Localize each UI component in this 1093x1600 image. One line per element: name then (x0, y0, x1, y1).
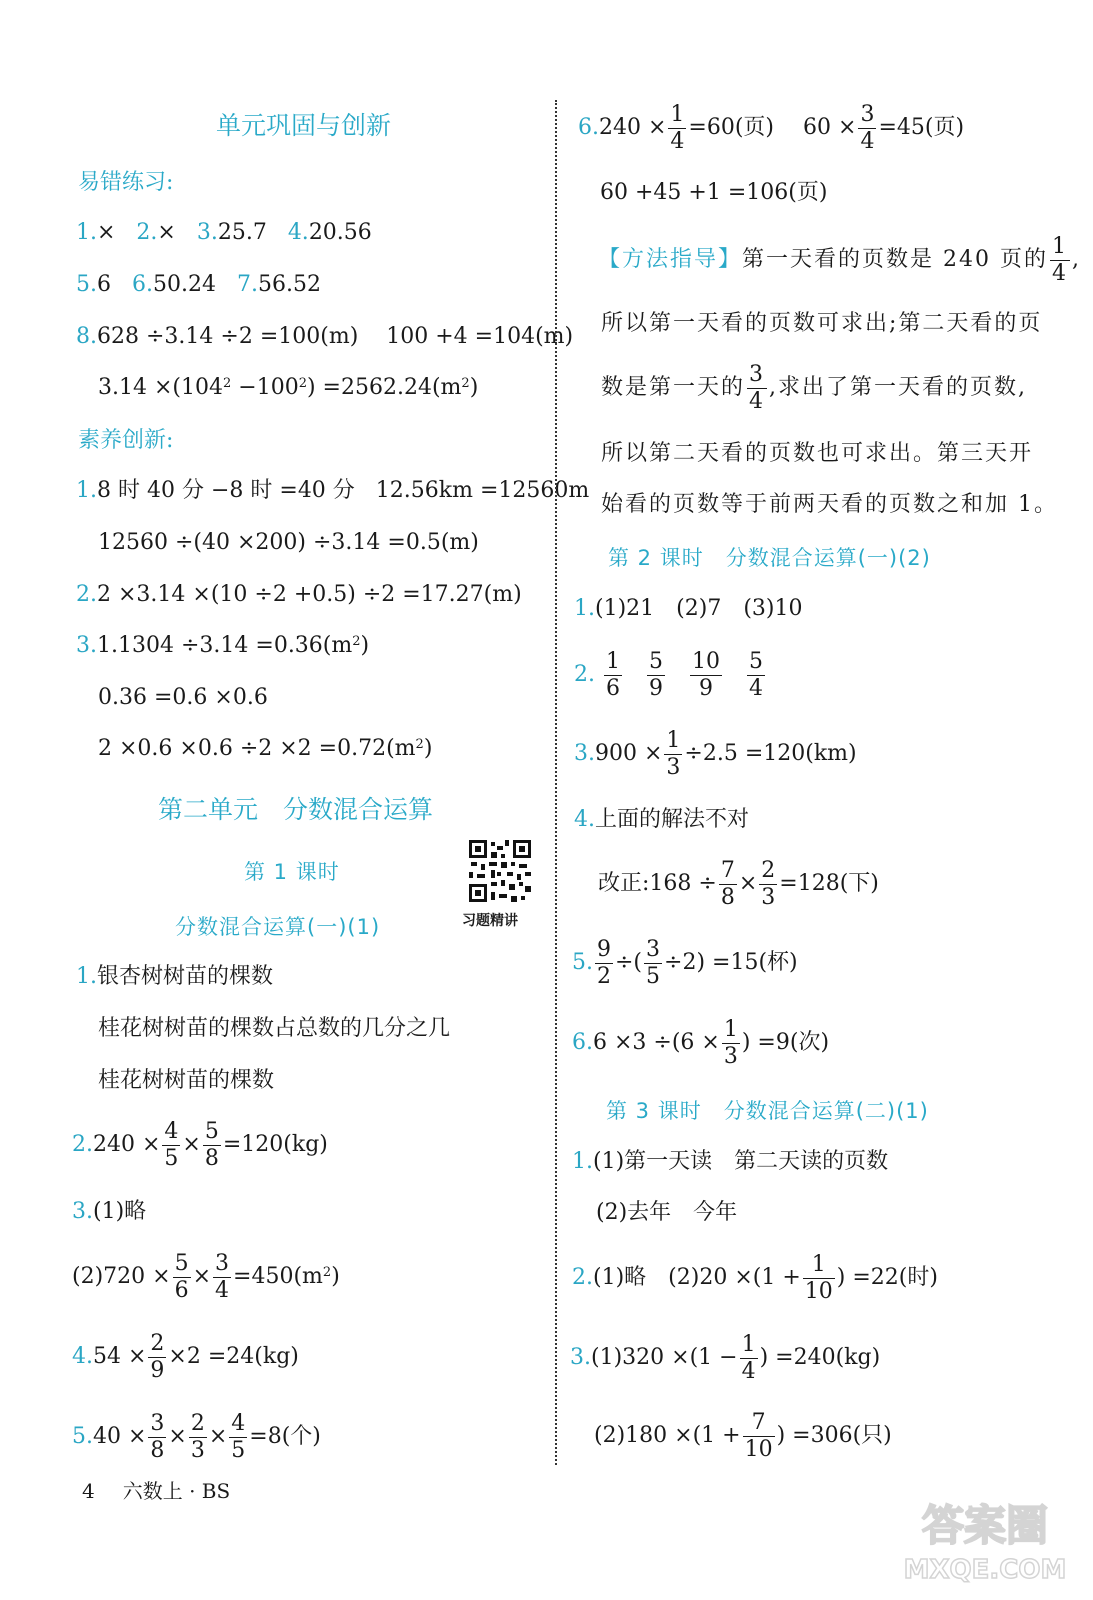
qr-code-icon[interactable] (467, 838, 533, 904)
lesson-subtitle: 分数混合运算(一)(1) (175, 915, 381, 939)
answer-line: (2)720 × $\frac{5}{6}$ × $\frac{3}{4}$ $=450(m^2)$ (72, 1250, 340, 1303)
answer-line: (2)180 ×(1 + $\frac{7}{10}$ ) =306(只) (594, 1409, 892, 1462)
answer-line: 2.240 × $\frac{4}{5}$ × $\frac{5}{8}$ =120(kg) (72, 1118, 328, 1171)
answer-line: 桂花树树苗的棵数占总数的几分之几 (98, 1016, 451, 1041)
subsection-heading: 易错练习: (78, 170, 174, 195)
answer-line: 2.2 ×3.14 ×(10 ÷2 +0.5) ÷2 =17.27(m) (76, 582, 522, 607)
answer-line: 5.40 × $\frac{3}{8}$ × $\frac{2}{3}$ × $\frac{4}{5}$ =8(个) (72, 1410, 321, 1463)
answer-line: 3.(1)320 ×(1 − $\frac{1}{4}$ ) =240(kg) (570, 1331, 881, 1384)
answer-line: 3.900 × $\frac{1}{3}$ ÷2.5 =120(km) (574, 727, 857, 780)
answer-line: 0.36 =0.6 ×0.6 (98, 685, 268, 710)
answer-line: 6.240 × $\frac{1}{4}$ =60(页) 60 × $\frac{3}{4}$ =45(页) (578, 101, 965, 154)
answer-line: 1.(1)第一天读 第二天读的页数 (572, 1149, 889, 1174)
page-number: 4 (82, 1479, 95, 1503)
book-label: 六数上 · BS (122, 1479, 231, 1503)
answer-line: 5.6 6.50.24 7.56.52 (76, 272, 321, 297)
answer-line: $3.14 \times(104^2 -100^2) =2562.24(m^2)$ (98, 375, 479, 400)
answer-line: 1.银杏树树苗的棵数 (76, 964, 274, 989)
answer-line: 2.(1)略 (2)20 ×(1 + $\frac{1}{10}$ ) =22(时) (572, 1251, 938, 1304)
page-footer (82, 1475, 230, 1504)
answer-line: 5. $\frac{9}{2}$ ÷( $\frac{3}{5}$ ÷2) =15(杯) (572, 936, 798, 989)
answer-line: $3.1.1304 \div 3.14 =0.36(m^2)$ (76, 633, 370, 658)
lesson-title: 第 2 课时 分数混合运算(一)(2) (608, 546, 931, 570)
answer-line: 改正:168 ÷ $\frac{7}{8}$ × $\frac{2}{3}$ =128(下) (598, 857, 879, 910)
method-note: 所以第一天看的页数可求出;第二天看的页 (601, 311, 1043, 336)
method-note: 数是第一天的 $\frac{3}{4}$ ,求出了第一天看的页数, (601, 361, 1028, 414)
svg-text:答案圈: 答案圈 (921, 1501, 1049, 1550)
lesson-title: 第 3 课时 分数混合运算(二)(1) (606, 1099, 929, 1123)
svg-text:MXQE.COM: MXQE.COM (903, 1555, 1067, 1585)
unit-title: 第二单元 分数混合运算 (158, 795, 434, 824)
method-note: 所以第二天看的页数也可求出。第三天开 (601, 441, 1034, 466)
method-note: 【方法指导】第一天看的页数是 240 页的 $\frac{1}{4}$ , (598, 233, 1081, 286)
subsection-heading: 素养创新: (78, 428, 174, 453)
answer-line: 1.(1)21 (2)7 (3)10 (574, 596, 803, 621)
column-divider (555, 100, 557, 1465)
answer-line: 1.× 2.× 3.25.7 4.20.56 (76, 220, 372, 245)
answer-line: (2)去年 今年 (596, 1200, 738, 1225)
answer-line: 4.54 × $\frac{2}{9}$ ×2 =24(kg) (72, 1330, 299, 1383)
answer-line: 8.628 ÷3.14 ÷2 =100(m) 100 +4 =104(m) (76, 324, 574, 349)
answer-line: 60 +45 +1 =106(页) (600, 180, 828, 205)
answer-line: 12560 ÷(40 ×200) ÷3.14 =0.5(m) (98, 530, 479, 555)
method-tag: 【方法指导】 (598, 247, 743, 272)
answer-line: 4.上面的解法不对 (574, 807, 750, 832)
answer-line: 桂花树树苗的棵数 (98, 1068, 275, 1093)
section-title: 单元巩固与创新 (216, 111, 392, 140)
answer-line: $2 \times 0.6 \times 0.6 \div 2 \times 2 =0.72(m^2)$ (98, 736, 433, 761)
answer-line: 1.8 时 40 分 −8 时 =40 分 12.56km =12560m (76, 478, 590, 503)
answer-line: 3.(1)略 (72, 1199, 147, 1224)
answer-line: 6.6 ×3 ÷(6 × $\frac{1}{3}$ ) =9(次) (572, 1016, 830, 1069)
method-note: 始看的页数等于前两天看的页数之和加 1。 (601, 492, 1058, 517)
watermark-logo (900, 1488, 1070, 1588)
lesson-title: 第 1 课时 (244, 860, 340, 884)
answer-line: 2. $\frac{1}{6}$ $\frac{5}{9}$ $\frac{10}{9}$ $\frac{5}{4}$ (574, 648, 763, 701)
qr-label: 习题精讲 (462, 913, 518, 929)
